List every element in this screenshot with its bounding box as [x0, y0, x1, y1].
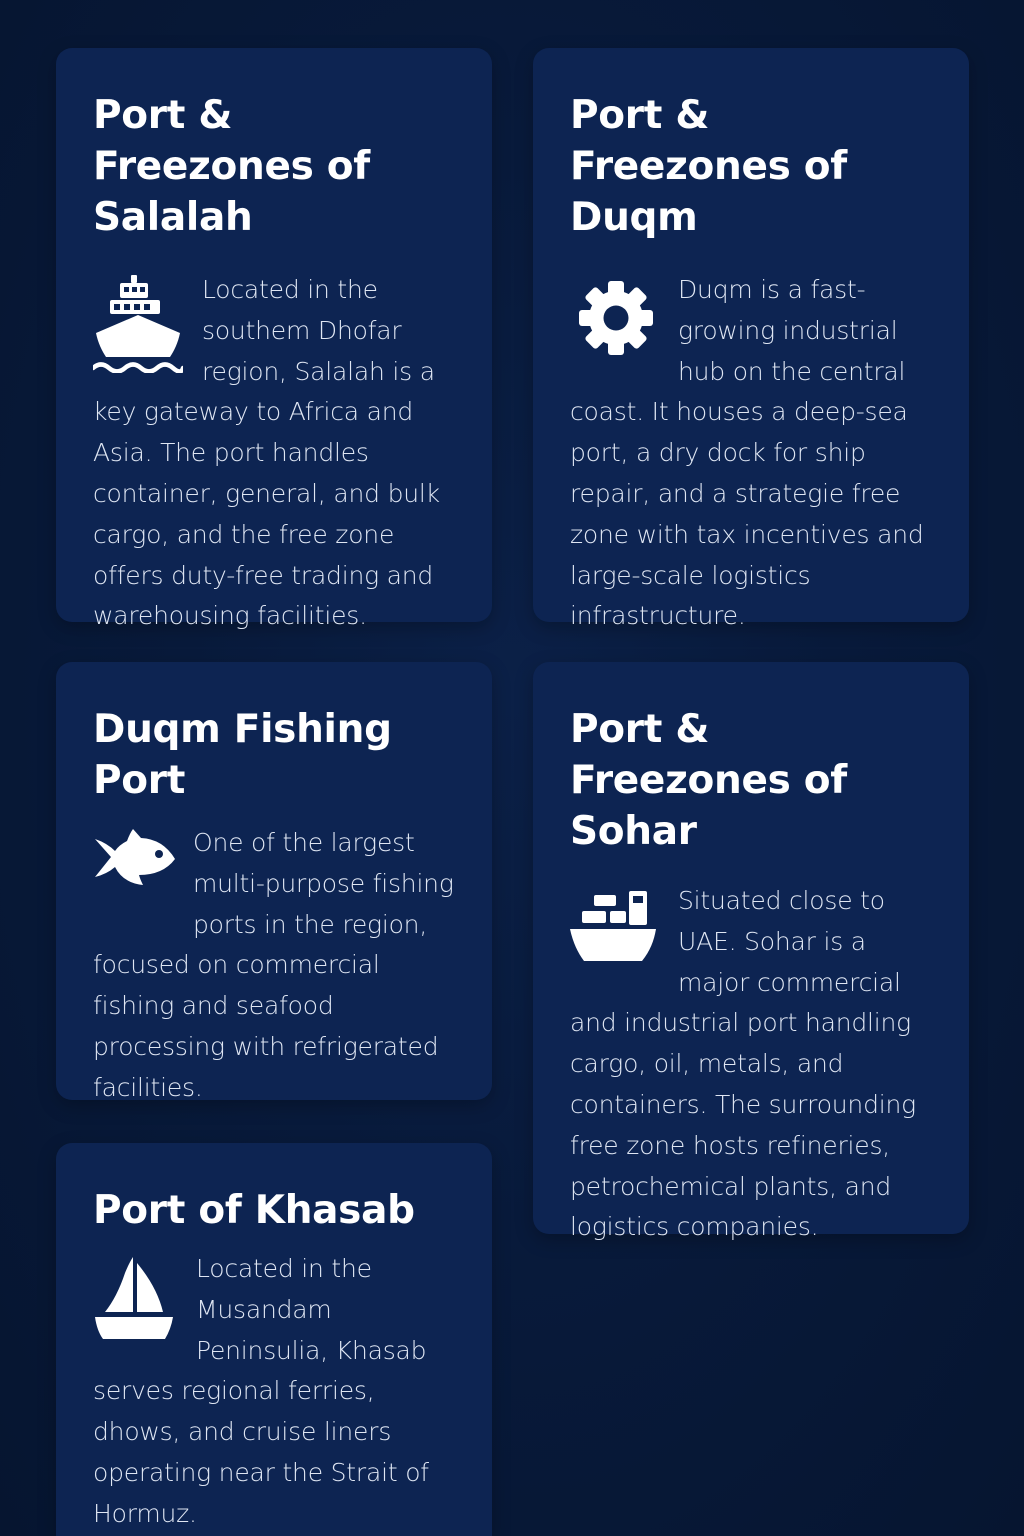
card-title: Port & Freezones of Sohar — [570, 707, 847, 854]
card-khasab — [56, 1143, 492, 1536]
card-description: Located in the southem Dhofar region, Salalah is a key gateway to Africa and Asia. The port handles container, general, and bulk cargo, and the free zone offers duty-free trading and warehousing facilities. — [93, 275, 440, 631]
card-description: Situated close to UAE. Sohar is a major commercial and industrial port handling cargo, oil, metals, and containers. The surrounding free zone hosts refineries, petrochemical plants, and logistics companies. — [570, 886, 916, 1242]
card-salalah — [56, 48, 492, 631]
card-title: Port & Freezones of Salalah — [93, 93, 370, 240]
cargo-ship-icon — [570, 889, 678, 989]
card-description: Duqm is a fast-growing industrial hub on the central coast. It houses a deep-sea port, a dry dock for ship repair, and a strategie free zone with tax incentives and large-scale logistics infrastructure. — [570, 275, 924, 631]
cruise-ship-icon — [93, 275, 202, 375]
card-description: One of the largest multi-purpose fishing ports in the region, focused on commercial fishing and seafood processing with refrigerated facilities. — [93, 828, 454, 1102]
card-title: Port & Freezones of Duqm — [570, 93, 847, 240]
sailboat-icon — [93, 1257, 196, 1357]
card-duqm-fishing-port — [56, 662, 492, 1100]
card-sohar — [533, 662, 969, 1242]
card-description: Located in the Musandam Peninsulia, Khasab serves regional ferries, dhows, and cruise liners operating near the Strait of Hormuz. — [93, 1254, 429, 1528]
card-title: Duqm Fishing Port — [93, 707, 392, 803]
card-title: Port of Khasab — [93, 1188, 415, 1233]
card-duqm — [533, 48, 969, 631]
gear-icon — [570, 274, 678, 374]
fish-icon — [93, 829, 193, 929]
